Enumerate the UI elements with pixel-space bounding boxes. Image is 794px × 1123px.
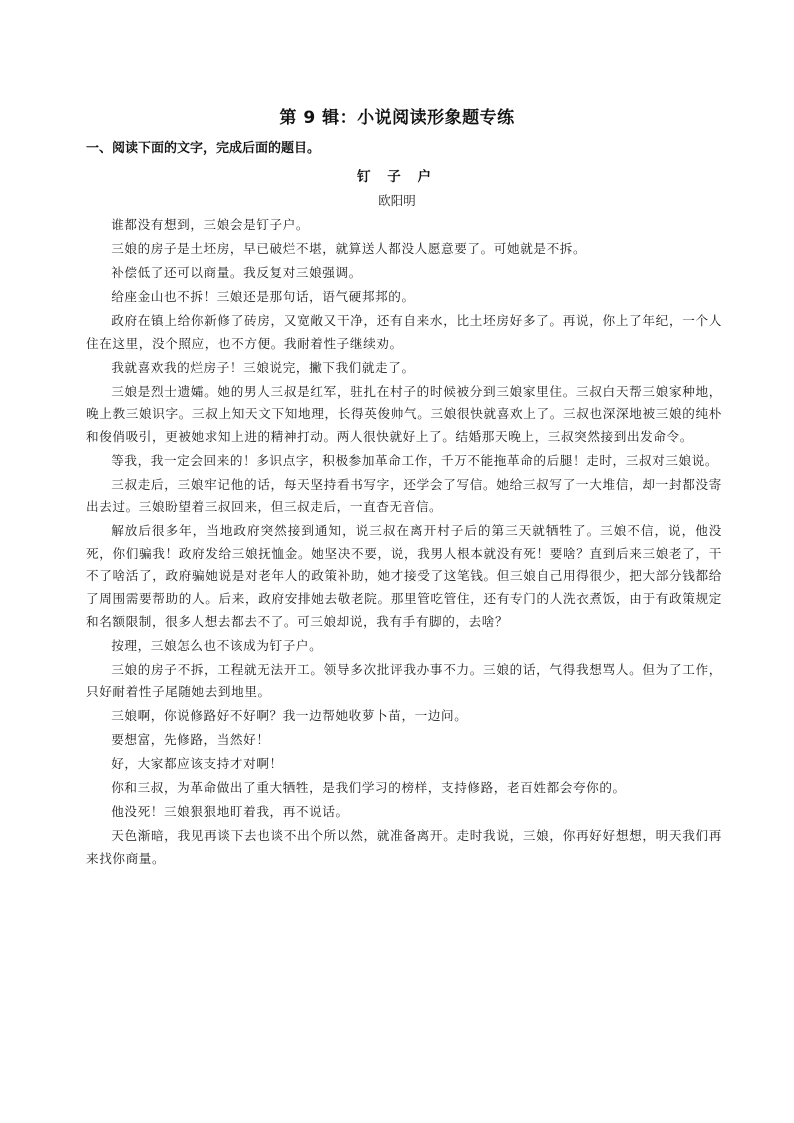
paragraph: 政府在镇上给你新修了砖房，又宽敞又干净，还有自来水，比土坯房好多了。再说，你上了年纪，一个人住在这里，没个照应，也不方便。我耐着性子继续劝。 [86,312,722,351]
paragraph: 要想富，先修路，当然好！ [111,732,270,748]
paragraph: 补偿低了还可以商量。我反复对三娘强调。 [111,264,362,280]
story-body [86,214,722,872]
paragraph: 我就喜欢我的烂房子！三娘说完，撇下我们就走了。 [111,359,415,375]
section-heading: 一、阅读下面的文字，完成后面的题目。 [86,141,321,156]
paragraph: 你和三叔，为革命做出了重大牺牲，是我们学习的榜样，支持修路，老百姓都会夸你的。 [111,780,626,796]
paragraph: 等我，我一定会回来的！多识点字，积极参加革命工作，千万不能拖革命的后腿！走时，三叔对三娘说。 [111,452,719,468]
paragraph: 他没死！三娘狠狠地盯着我，再不说话。 [111,804,349,820]
story-title: 钉 子 户 [357,169,437,185]
paragraph: 好，大家都应该支持才对啊！ [111,756,283,772]
paragraph: 给座金山也不拆！三娘还是那句话，语气硬邦邦的。 [111,288,415,304]
paragraph: 解放后很多年，当地政府突然接到通知，说三叔在离开村子后的第三天就牺牲了。三娘不信，说，他没死，你们骗我！政府发给三娘抚恤金。她坚决不要，说，我男人根本就没有死！要啥？直到后来三娘老了，干不了啥活了，政府骗她说是对老年人的政策补助，她才接受了这笔钱。但三娘自己用得很少，把大部分钱都给了周围需要帮助的人。后来，政府安排她去敬老院。那里管吃管住，还有专门的人洗衣煮饭，由于有政策规定和名额限制，很多人想去都去不了。可三娘却说，我有手有脚的，去啥？ [86,523,722,629]
paragraph: 谁都没有想到，三娘会是钉子户。 [111,217,310,232]
paragraph: 三叔走后，三娘牢记他的话，每天坚持看书写字，还学会了写信。她给三叔写了一大堆信，却一封都没寄出去过。三娘盼望着三叔回来，但三叔走后，一直杳无音信。 [86,476,722,515]
story-author: 欧阳明 [378,193,416,208]
paragraph: 三娘的房子是土坯房，早已破烂不堪，就算送人都没人愿意要了。可她就是不拆。 [111,240,587,256]
paragraph: 三娘啊，你说修路好不好啊？我一边帮她收萝卜苗，一边问。 [111,708,468,724]
paragraph: 按理，三娘怎么也不该成为钉子户。 [111,637,323,653]
paragraph: 三娘的房子不拆，工程就无法开工。领导多次批评我办事不力。三娘的话，气得我想骂人。但为了工作，只好耐着性子尾随她去到地里。 [86,661,722,700]
document-title: 第 9 辑：小说阅读形象题专练 [279,108,515,128]
paragraph: 三娘是烈士遗孀。她的男人三叔是红军，驻扎在村子的时候被分到三娘家里住。三叔白天帮三娘家种地，晚上教三娘识字。三叔上知天文下知地理，长得英俊帅气。三娘很快就喜欢上了。三叔也深深地被三娘的纯朴和俊俏吸引，更被她求知上进的精神打动。两人很快就好上了。结婚那天晚上，三叔突然接到出发命令。 [86,383,722,444]
paragraph: 天色渐暗，我见再谈下去也谈不出个所以然，就准备离开。走时我说，三娘，你再好好想想，明天我们再来找你商量。 [86,828,722,866]
